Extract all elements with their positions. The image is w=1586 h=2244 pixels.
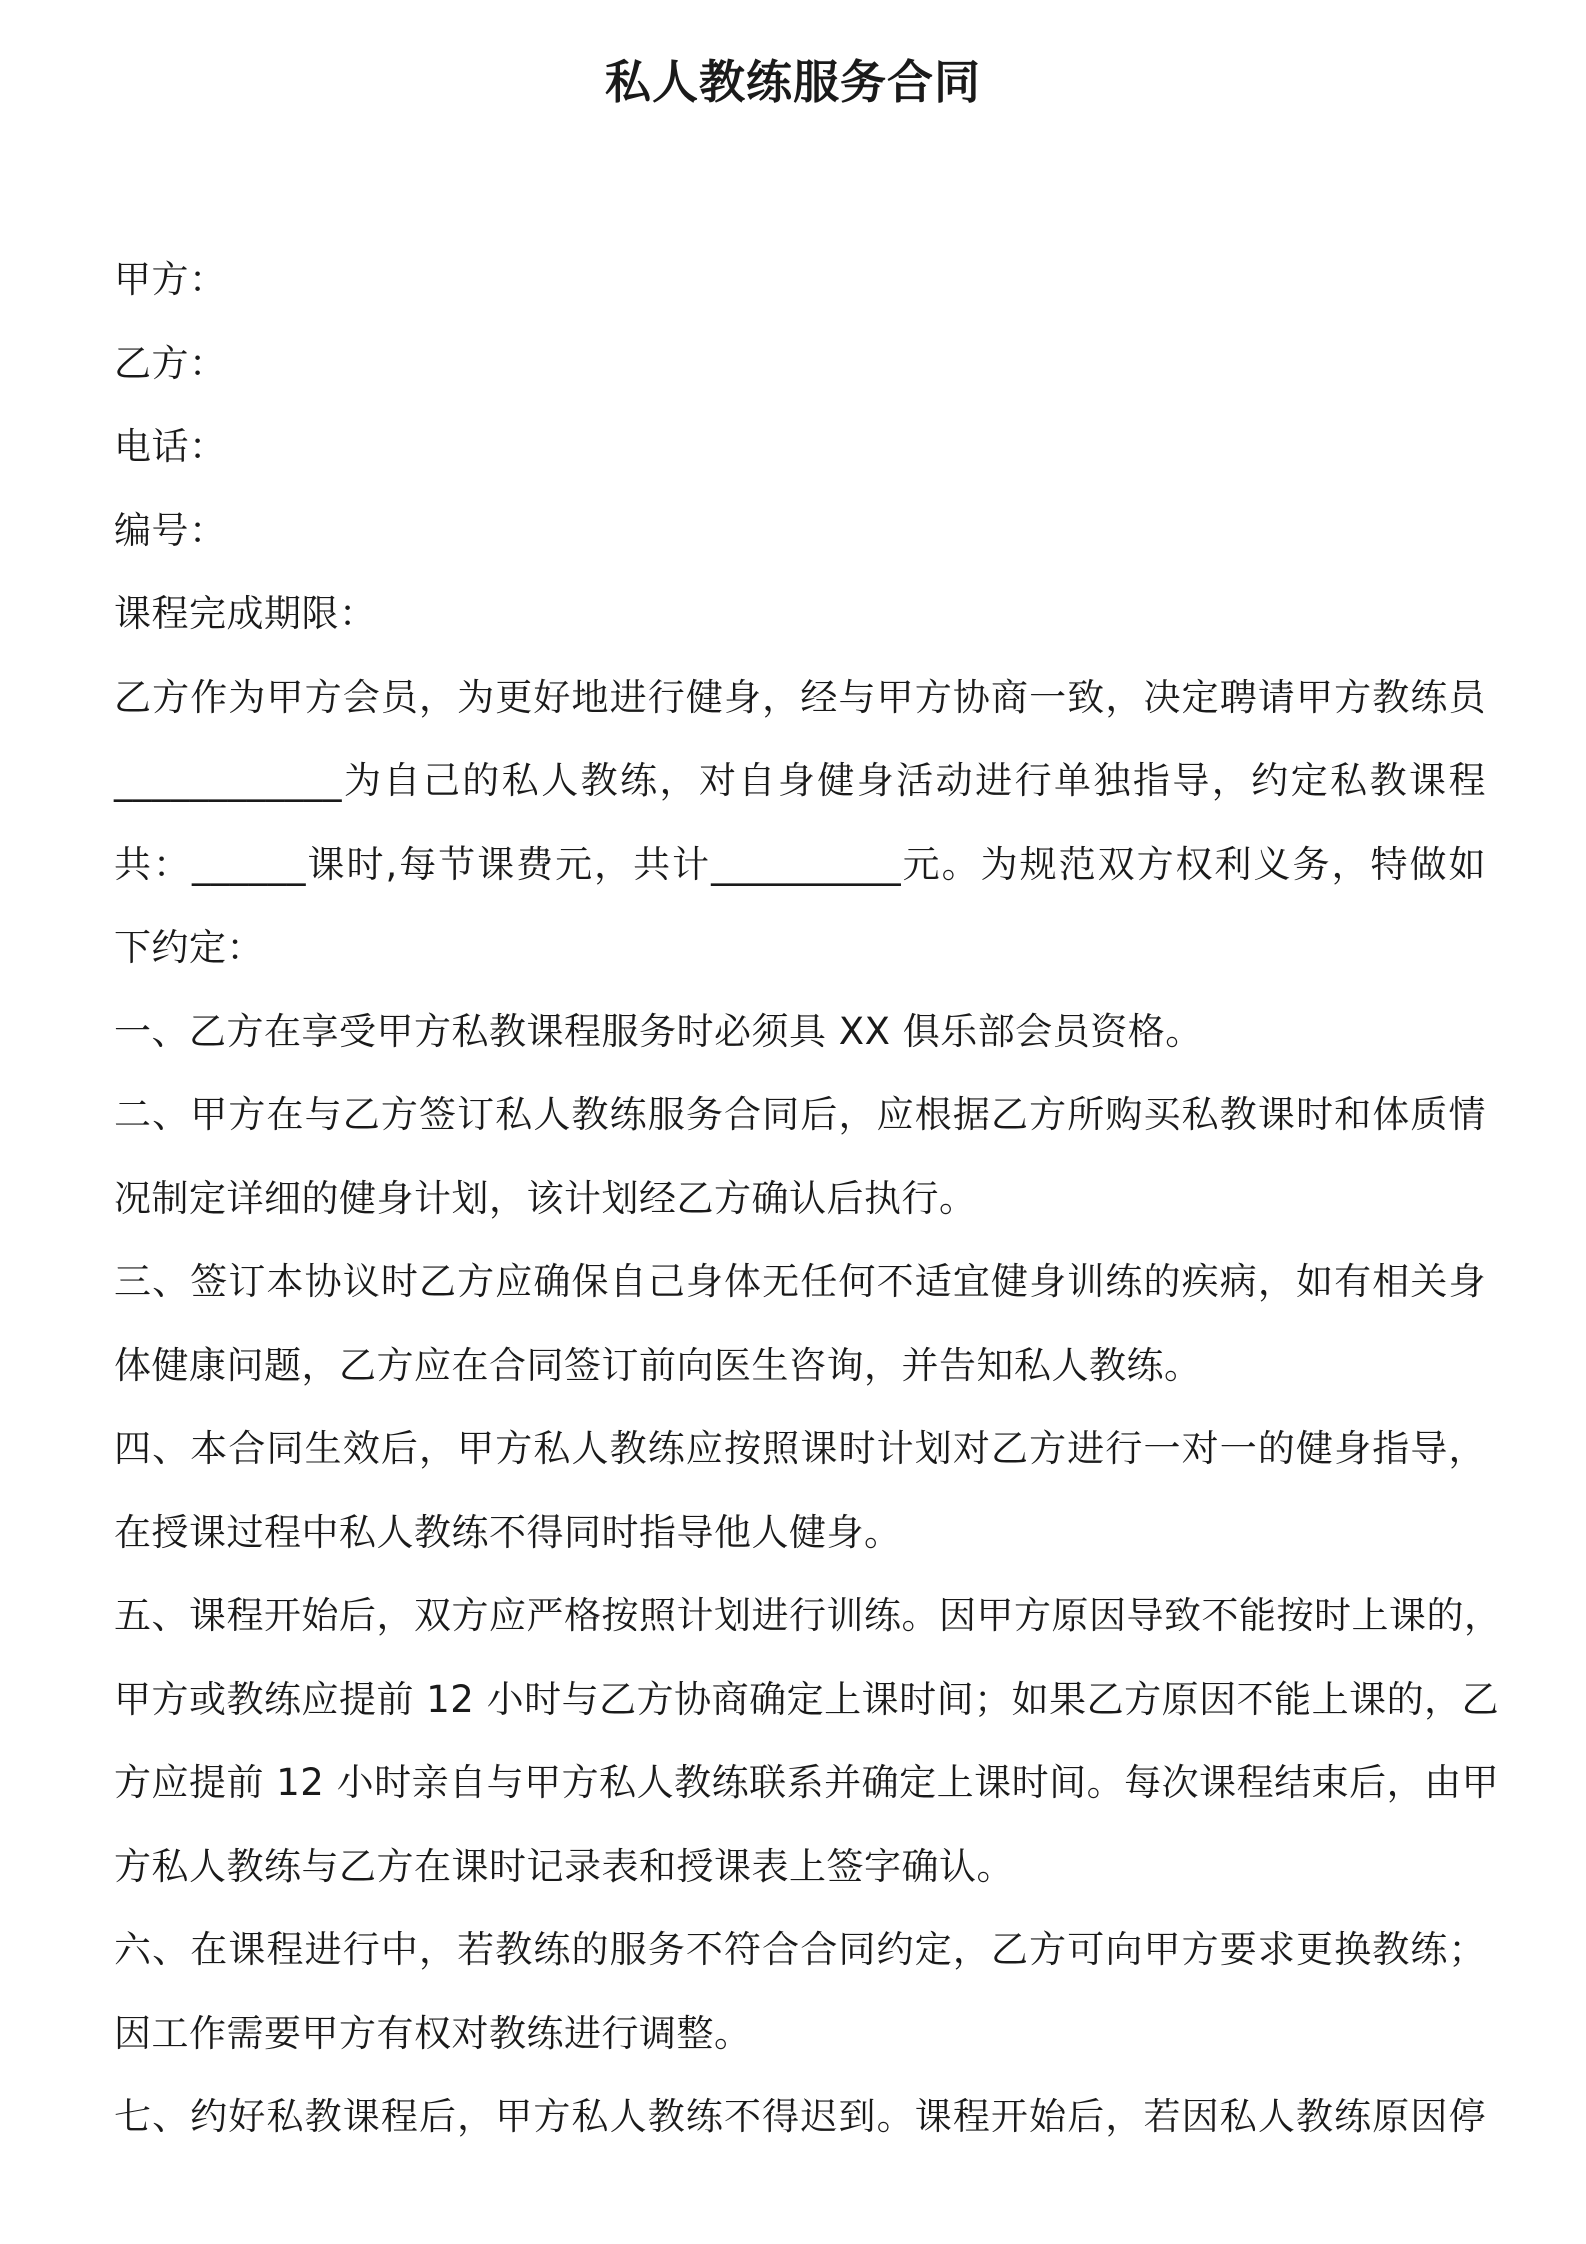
paragraph-line: ____________为自己的私人教练，对自身健身活动进行单独指导，约定私教课程	[114, 759, 1486, 802]
paragraph-line: 四、本合同生效后，甲方私人教练应按照课时计划对乙方进行一对一的健身指导，	[114, 1427, 1486, 1470]
paragraph-line: 况制定详细的健身计划，该计划经乙方确认后执行。	[114, 1176, 977, 1220]
clause-5	[114, 1574, 1502, 1908]
paragraph-line: 下约定：	[114, 926, 264, 969]
paragraph-line: 一、乙方在享受甲方私教课程服务时必须具 XX 俱乐部会员资格。	[114, 1009, 1203, 1053]
paragraph-line: 乙方作为甲方会员，为更好地进行健身，经与甲方协商一致，决定聘请甲方教练员	[114, 675, 1486, 719]
paragraph-line: 方应提前 12 小时亲自与甲方私人教练联系并确定上课时间。每次课程结束后，由甲	[114, 1761, 1500, 1804]
clause-7	[114, 2075, 1486, 2159]
field-party-a: 甲方：	[114, 258, 227, 301]
paragraph-intro	[114, 656, 1486, 990]
clause-3	[114, 1240, 1486, 1407]
field-phone: 电话：	[114, 425, 227, 468]
paragraph-line: 六、在课程进行中，若教练的服务不符合合同约定，乙方可向甲方要求更换教练；	[114, 1928, 1486, 1971]
clause-6	[114, 1908, 1486, 2075]
clause-4	[114, 1407, 1486, 1574]
paragraph-line: 因工作需要甲方有权对教练进行调整。	[114, 2011, 752, 2055]
paragraph-line: 方私人教练与乙方在课时记录表和授课表上签字确认。	[114, 1844, 1014, 1888]
document-body	[114, 238, 1502, 2159]
paragraph-line: 二、甲方在与乙方签订私人教练服务合同后，应根据乙方所购买私教课时和体质情	[114, 1093, 1486, 1136]
field-number: 编号：	[114, 508, 227, 552]
paragraph-line: 三、签订本协议时乙方应确保自己身体无任何不适宜健身训练的疾病，如有相关身	[114, 1260, 1486, 1303]
document-title: 私人教练服务合同	[605, 55, 981, 109]
paragraph-line: 五、课程开始后，双方应严格按照计划进行训练。因甲方原因导致不能按时上课的，	[114, 1594, 1502, 1637]
clause-2	[114, 1073, 1486, 1240]
paragraph-line: 体健康问题，乙方应在合同签订前向医生咨询，并告知私人教练。	[114, 1343, 1202, 1387]
field-party-b: 乙方：	[114, 341, 227, 385]
paragraph-line: 七、约好私教课程后，甲方私人教练不得迟到。课程开始后，若因私人教练原因停	[114, 2095, 1486, 2138]
field-course-deadline: 课程完成期限：	[114, 592, 377, 635]
paragraph-line: 共：______课时,每节课费元，共计__________元。为规范双方权利义务，特做如	[114, 842, 1486, 886]
paragraph-line: 甲方或教练应提前 12 小时与乙方协商确定上课时间；如果乙方原因不能上课的，乙	[114, 1677, 1500, 1721]
paragraph-line: 在授课过程中私人教练不得同时指导他人健身。	[114, 1510, 902, 1554]
clause-1	[114, 990, 1486, 1074]
